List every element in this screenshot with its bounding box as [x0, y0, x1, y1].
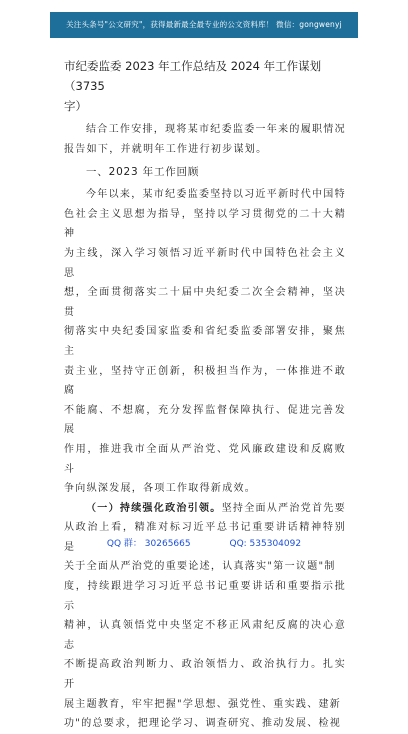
document-title	[64, 56, 346, 116]
text-line: 今年以来，某市纪委监委坚持以习近平新时代中国特	[86, 189, 346, 201]
document-page	[64, 56, 346, 734]
text-line: 争向纵深发展，各项工作取得新成效。	[64, 483, 257, 495]
text-line: 作用，推进我市全面从严治党、党风廉政建设和反腐败斗	[64, 443, 346, 475]
intro-paragraph	[64, 120, 346, 159]
text-line: 结合工作安排，现将某市纪委监委一年来的履职情况	[86, 124, 346, 135]
subsection-label: （一）持续强化政治引领。	[86, 502, 222, 514]
text-line: 责主业，坚持守正创新，积极担当作为，一体推进不敢腐	[64, 365, 346, 397]
political-guidance-paragraph	[64, 499, 346, 734]
qq-group-number: QQ 群： 30265665	[106, 539, 191, 549]
text-line: 精神，认真领悟党中央坚定不移正风肃纪反腐的决心意志	[64, 620, 346, 651]
section-heading-1: 一、2023 年工作回顾	[86, 166, 200, 179]
text-line: 不能腐、不想腐，充分发挥监督保障执行、促进完善发展	[64, 404, 346, 436]
text-line: 从政治上看，精准对标习近平总书记重要讲话精神特别是	[64, 522, 346, 553]
text-fragment: 坚持全面从严治党首先要	[221, 502, 346, 514]
text-line: 度，持续跟进学习习近平总书记重要讲话和重要指示批示	[64, 581, 346, 612]
promo-banner: 关注头条号"公文研究"，获得最新最全最专业的公文资料库！ 微信：gongwenyj	[50, 12, 358, 38]
text-line: 报告如下，并就明年工作进行初步谋划。	[64, 143, 268, 155]
review-paragraph	[64, 185, 346, 499]
text-line: 色社会主义思想为指导，坚持以学习贯彻党的二十大精神	[64, 208, 346, 240]
text-line: 功"的总要求，把理论学习、调查研究、推动发展、检视	[64, 718, 342, 730]
text-line: 关于全面从严治党的重要论述，认真落实"第一议题"制	[64, 561, 336, 573]
text-line: 展主题教育，牢牢把握"学思想、强党性、重实践、建新	[64, 698, 342, 710]
text-line: 为主线，深入学习领悟习近平新时代中国特色社会主义思	[64, 247, 346, 279]
qq-number: QQ: 535304092	[229, 539, 302, 549]
text-line	[64, 499, 346, 519]
text-line: 不断提高政治判断力、政治领悟力、政治执行力。扎实开	[64, 659, 346, 691]
text-line: 彻落实中央纪委国家监委和省纪委监委部署安排，聚焦主	[64, 326, 346, 357]
title-line-2: 字）	[64, 99, 87, 113]
footer-contacts	[0, 536, 408, 549]
text-line: 想，全面贯彻落实二十届中央纪委二次全会精神，坚决贯	[64, 287, 346, 318]
title-line-1: 市纪委监委 2023 年工作总结及 2024 年工作谋划（3735	[64, 59, 322, 93]
